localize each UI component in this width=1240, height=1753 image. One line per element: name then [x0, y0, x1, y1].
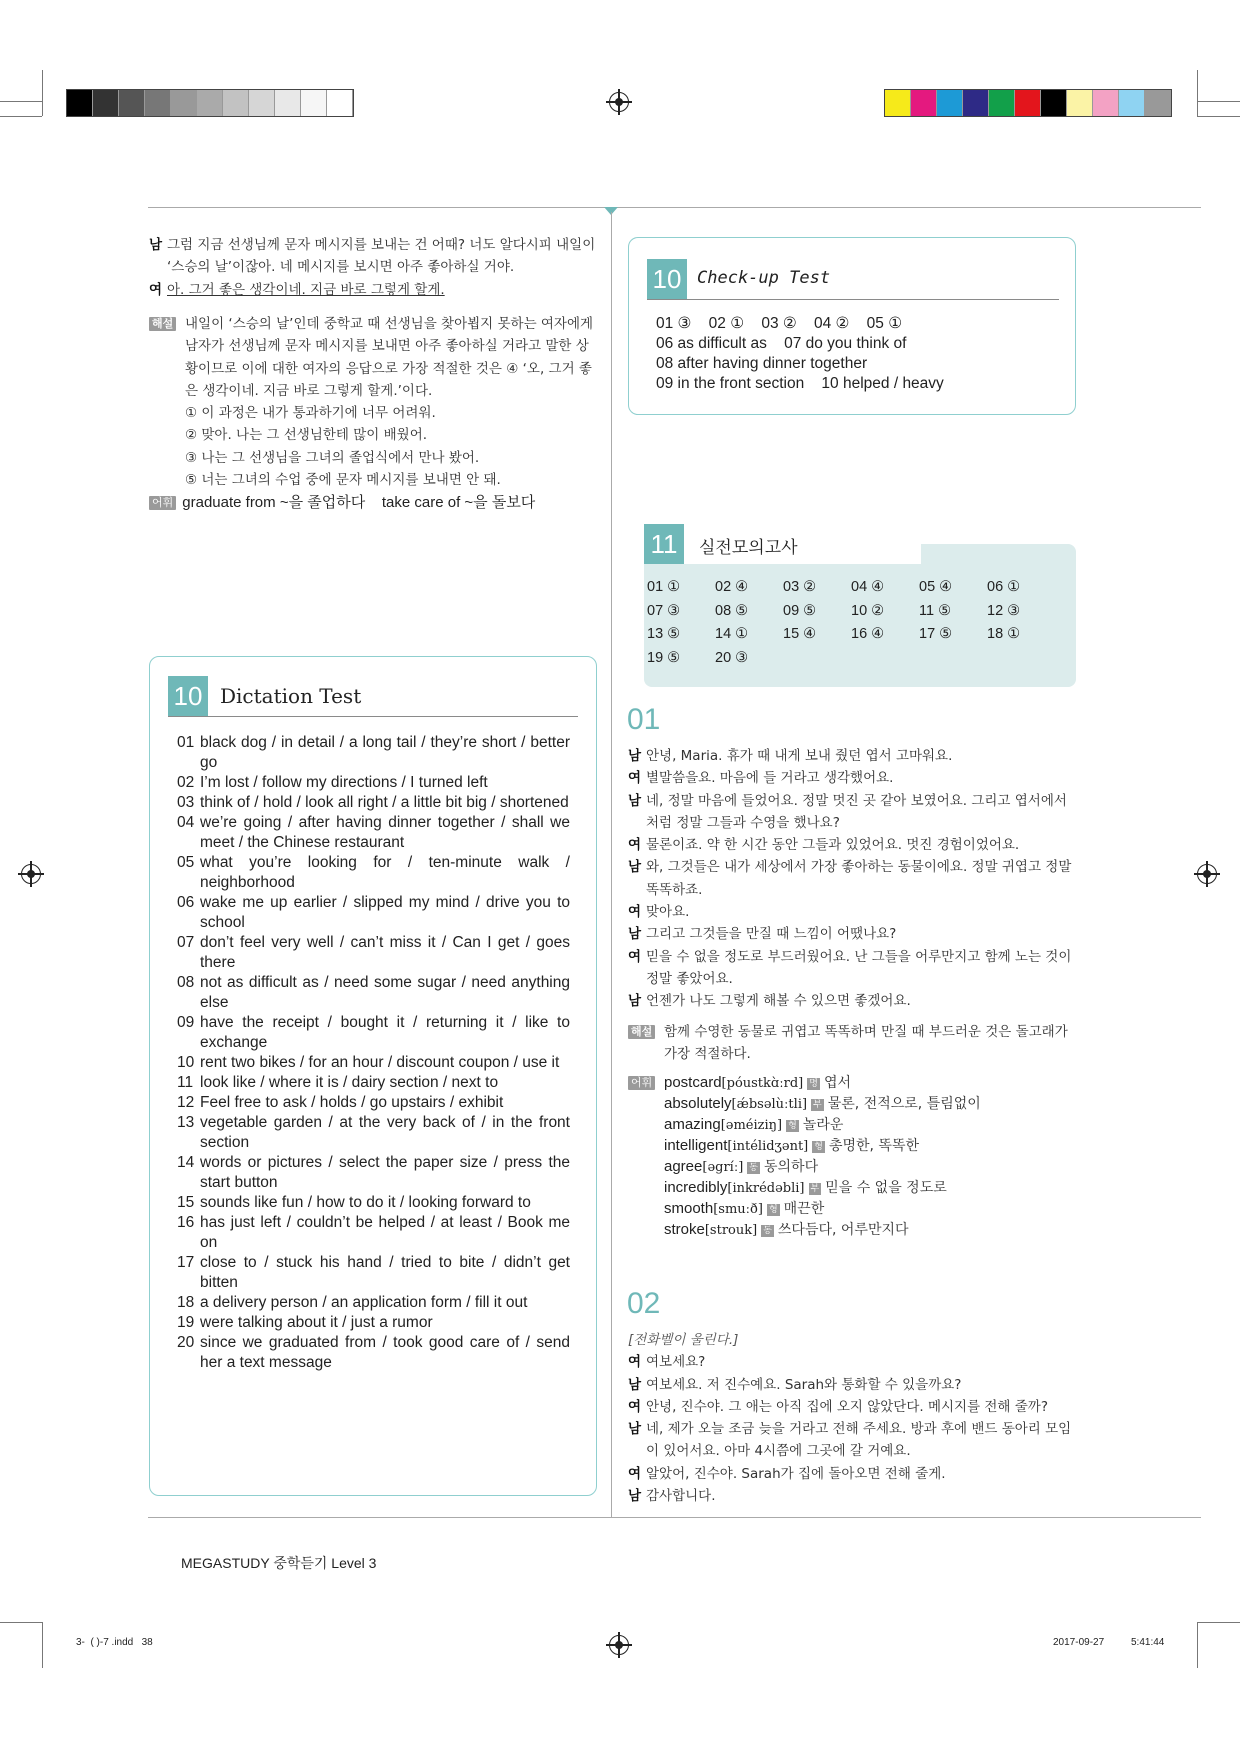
- answer-cell: 18 ①: [987, 626, 1021, 643]
- dialogue-line: 여 별말씀을요. 마음에 들 거라고 생각했어요.: [628, 770, 894, 787]
- dialogue-line: 여 알았어, 진수야. Sarah가 집에 돌아오면 전해 줄게.: [628, 1465, 946, 1482]
- registration-mark-icon: [609, 92, 629, 112]
- dictation-title-rule: [168, 716, 578, 717]
- list-item: 05 what you’re looking for / ten-minute walk / neighborhood: [177, 854, 570, 891]
- line-text: 그럼 지금 선생님께 문자 메시지를 보내는 건 어때? 너도 알다시피 내일이 ‘스승의 날’이잖아. 네 메시지를 보시면 아주 좋아하실 거야.: [167, 237, 596, 276]
- option-line: ① 이 과정은 내가 통과하기에 너무 어려워.: [185, 405, 436, 422]
- explanation-tag: 해설: [628, 1025, 655, 1039]
- dialogue-line: 남 감사합니다.: [628, 1488, 716, 1505]
- grayscale-swatches: [66, 89, 354, 117]
- crop-mark: [42, 1622, 43, 1668]
- dialogue-line: 여 물론이죠. 약 한 시간 동안 그들과 있었어요. 멋진 경험이었어요.: [628, 837, 1020, 854]
- answer-cell: 08 ⑤: [715, 602, 749, 619]
- dialogue-line: 여 안녕, 진수야. 그 애는 아직 집에 오지 않았단다. 메시지를 전해 줄까?: [628, 1398, 1049, 1415]
- checkup-answers: [656, 314, 1056, 394]
- explanation-text: 내일이 ‘스승의 날’인데 중학교 때 선생님을 찾아뵙지 못하는 여자에게 남자가 선생님께 문자 메시지를 보내면 아주 좋아하실 거라고 말한 상황이므로 이에 대한 여자의 응답으로 가장 적절한 것은 ④ ‘오, 그거 좋은 생각이네. 지금 바로 그렇게 할게.’이다.: [185, 316, 594, 399]
- dialogue-line: 남 언젠가 나도 그렇게 해볼 수 있으면 좋겠어요.: [628, 993, 911, 1010]
- option-line: ② 맞아. 나는 그 선생님한테 많이 배웠어.: [185, 427, 428, 444]
- vocab-entry: incredibly[inkrédəbli] 부 믿을 수 없을 정도로: [664, 1179, 947, 1196]
- list-item: 15 sounds like fun / how to do it / looking forward to: [177, 1194, 531, 1211]
- dialogue-line: 남 안녕, Maria. 휴가 때 내게 보내 줬던 엽서 고마워요.: [628, 748, 953, 764]
- list-item: 10 rent two bikes / for an hour / discount coupon / use it: [177, 1054, 560, 1071]
- bottom-rule: [148, 1517, 1201, 1518]
- list-item: 09 have the receipt / bought it / returning it / like to exchange: [177, 1014, 570, 1051]
- answer-cell: 05 ④: [919, 579, 953, 595]
- crop-mark: [0, 101, 42, 102]
- crop-mark: [0, 116, 42, 117]
- explanation-tag: 해설: [149, 317, 176, 331]
- list-item: 16 has just left / couldn’t be helped / at least / Book me on: [177, 1214, 570, 1251]
- vocab-entry: intelligent[intélidʒənt] 형 총명한, 똑똑한: [664, 1137, 919, 1154]
- dialogue-line: 남 그리고 그것들을 만질 때 느낌이 어땠나요?: [628, 926, 897, 943]
- option-line: ③ 나는 그 선생님을 그녀의 졸업식에서 만나 봤어.: [185, 449, 480, 466]
- list-item: 06 wake me up earlier / slipped my mind / drive you to school: [177, 894, 570, 931]
- q02-dialogue: [628, 1329, 1078, 1507]
- answer-cell: 15 ④: [783, 626, 817, 643]
- option-line: ⑤ 너는 그녀의 수업 중에 문자 메시지를 보내면 안 돼.: [185, 472, 501, 489]
- answer-cell: 11 ⑤: [919, 602, 952, 619]
- answer-cell: 10 ②: [851, 602, 885, 619]
- list-item: 02 I’m lost / follow my directions / I turned left: [177, 774, 488, 791]
- dialogue-line: 남 와, 그것들은 내가 세상에서 가장 좋아하는 동물이에요. 정말 귀엽고 정말 똑똑하죠.: [628, 859, 1072, 898]
- speaker: 여: [149, 281, 163, 298]
- registration-mark-icon: [609, 1635, 629, 1655]
- left-explanation: [149, 313, 599, 491]
- vocab-entry: postcard[póustkɑ̀ːrd] 명 엽서: [664, 1074, 851, 1091]
- list-item: 18 a delivery person / an application form / fill it out: [177, 1294, 528, 1311]
- list-item: 08 not as difficult as / need some sugar / need anything else: [177, 974, 570, 1011]
- vocab-entry: agree[əgríː] 동 동의하다: [664, 1158, 819, 1175]
- explanation-text: 함께 수영한 동물로 귀엽고 똑똑하며 만질 때 부드러운 것은 돌고래가 가장 적절하다.: [664, 1024, 1068, 1063]
- dialogue-line: 남 여보세요. 저 진수예요. Sarah와 통화할 수 있을까요?: [628, 1376, 962, 1393]
- left-vocab: [149, 492, 599, 514]
- answer-underlined: 아. 그거 좋은 생각이네. 지금 바로 그렇게 할게.: [167, 281, 445, 298]
- list-item: 11 look like / where it is / dairy section / next to: [177, 1074, 499, 1091]
- answer-cell: 12 ③: [987, 602, 1021, 619]
- answer-cell: 17 ⑤: [919, 626, 953, 643]
- vocab-tag: 어휘: [149, 496, 176, 510]
- list-item: 01 black dog / in detail / a long tail / they’re short / better go: [177, 734, 570, 771]
- dialogue-line: 남 네, 제가 오늘 조금 늦을 거라고 전해 주세요. 방과 후에 밴드 동아리 모임이 있어서요. 아마 4시쯤에 그곳에 갈 거예요.: [628, 1421, 1072, 1460]
- answer-cell: 14 ①: [715, 626, 749, 643]
- left-dialogue: [149, 234, 599, 301]
- crop-mark: [1197, 116, 1240, 117]
- mock-badge: 11: [644, 524, 684, 564]
- mock-answers: [647, 577, 1055, 668]
- page-footer: MEGASTUDY 중학듣기 Level 3: [181, 1555, 377, 1571]
- answer-cell: 20 ③: [715, 649, 749, 666]
- slug-date: 2017-09-27: [1053, 1637, 1105, 1648]
- answer-cell: 09 ⑤: [783, 602, 817, 619]
- crop-mark: [1197, 70, 1198, 116]
- dialogue-line: [149, 234, 599, 279]
- list-item: 04 we’re going / after having dinner together / shall we meet / the Chinese restaurant: [177, 814, 570, 851]
- answer-cell: 04 ④: [851, 579, 885, 595]
- dictation-badge: 10: [168, 676, 208, 716]
- dialogue-line: 남 네, 정말 마음에 들었어요. 정말 멋진 곳 같아 보였어요. 그리고 엽서에서처럼 정말 그들과 수영을 했나요?: [628, 792, 1067, 831]
- dictation-list: [177, 733, 570, 1373]
- list-item: 13 vegetable garden / at the very back of / in the front section: [177, 1114, 570, 1151]
- slug-time: 5:41:44: [1131, 1637, 1165, 1648]
- crop-mark: [1197, 1622, 1240, 1623]
- vocab-entry: smooth[smuːð] 형 매끈한: [664, 1200, 825, 1217]
- crop-mark: [42, 70, 43, 116]
- list-item: 12 Feel free to ask / holds / go upstairs / exhibit: [177, 1094, 504, 1111]
- checkup-title-rule: [647, 299, 1059, 300]
- top-rule: [148, 207, 1201, 208]
- answer-cell: 16 ④: [851, 626, 885, 643]
- q01-explanation: [628, 1021, 1078, 1066]
- slug-filename: 3- ( )-7 .indd 38: [76, 1637, 153, 1648]
- crop-mark: [1197, 101, 1240, 102]
- mock-title: 실전모의고사: [699, 538, 798, 558]
- dialogue-line: 여 믿을 수 없을 정도로 부드러웠어요. 난 그들을 어루만지고 함께 노는 것이 정말 좋았어요.: [628, 948, 1072, 987]
- q01-dialogue: [628, 745, 1078, 1013]
- answer-cell: 01 ①: [647, 579, 681, 595]
- list-item: 20 since we graduated from / took good care of / send her a text message: [177, 1334, 570, 1371]
- answer-cell: 19 ⑤: [647, 649, 681, 666]
- crop-mark: [1197, 1622, 1198, 1668]
- color-swatches: [884, 89, 1172, 117]
- answer-line: 01 ③ 02 ① 03 ② 04 ② 05 ①: [656, 315, 903, 332]
- vocab-entry: stroke[strouk] 동 쓰다듬다, 어루만지다: [664, 1221, 909, 1238]
- vocab-tag: 어휘: [628, 1076, 655, 1090]
- answer-cell: 02 ④: [715, 579, 749, 595]
- answer-cell: 03 ②: [783, 579, 817, 595]
- list-item: 19 were talking about it / just a rumor: [177, 1314, 433, 1331]
- question-number: 01: [627, 703, 661, 736]
- dialogue-line: [149, 279, 599, 301]
- registration-mark-icon: [1197, 864, 1217, 884]
- answer-line: 08 after having dinner together: [656, 355, 868, 372]
- answer-cell: 13 ⑤: [647, 626, 681, 643]
- answer-line: 09 in the front section 10 helped / heavy: [656, 375, 944, 392]
- registration-mark-icon: [21, 864, 41, 884]
- list-item: 17 close to / stuck his hand / tried to bite / didn’t get bitten: [177, 1254, 570, 1291]
- question-number: 02: [627, 1287, 661, 1320]
- answer-line: 06 as difficult as 07 do you think of: [656, 335, 907, 352]
- list-item: 03 think of / hold / look all right / a little bit big / shortened: [177, 794, 569, 811]
- speaker: 남: [149, 237, 163, 253]
- answer-cell: 07 ③: [647, 602, 681, 619]
- q01-vocab: [628, 1073, 1078, 1241]
- dialogue-line: 여 맞아요.: [628, 904, 690, 921]
- list-item: 14 words or pictures / select the paper size / press the start button: [177, 1154, 570, 1191]
- answer-cell: 06 ①: [987, 579, 1021, 595]
- dictation-title: Dictation Test: [220, 684, 362, 708]
- vocab-entry: absolutely[ǽbsəlùːtli] 부 물론, 전적으로, 틀림없이: [664, 1095, 981, 1112]
- vocab-text: graduate from ~을 졸업하다 take care of ~을 돌보다: [182, 494, 536, 511]
- stage-direction: [전화벨이 울린다.]: [628, 1332, 739, 1348]
- dialogue-line: 여 여보세요?: [628, 1354, 706, 1371]
- list-item: 07 don’t feel very well / can’t miss it / Can I get / goes there: [177, 934, 570, 971]
- checkup-title: Check-up Test: [697, 268, 831, 288]
- vocab-entry: amazing[əméiziŋ] 형 놀라운: [664, 1116, 844, 1133]
- column-divider: [611, 212, 612, 1517]
- checkup-badge: 10: [647, 259, 687, 299]
- crop-mark: [0, 1622, 42, 1623]
